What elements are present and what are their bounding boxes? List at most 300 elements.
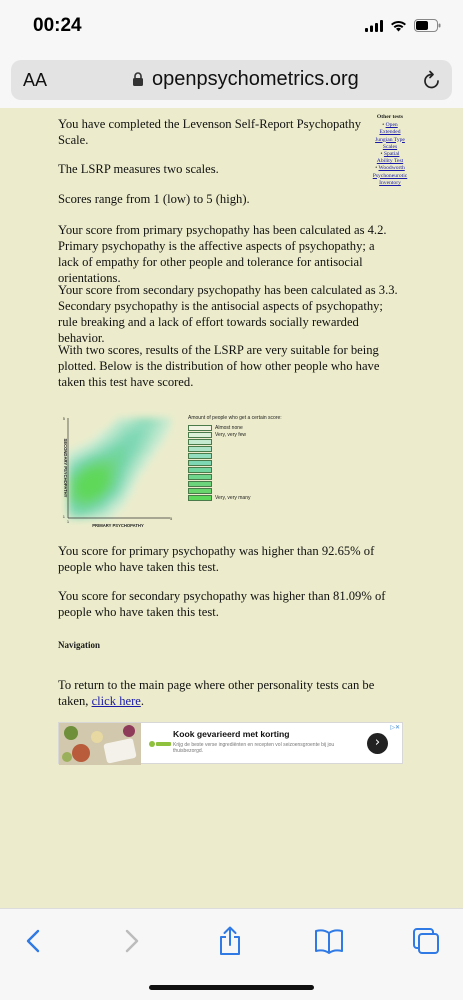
heatmap-cell bbox=[76, 466, 81, 471]
legend-row bbox=[188, 494, 328, 501]
heatmap-cell bbox=[158, 438, 163, 443]
heatmap-cell bbox=[88, 478, 93, 483]
book-icon bbox=[314, 928, 344, 954]
heatmap-cell bbox=[76, 482, 81, 487]
heatmap-cell bbox=[88, 466, 93, 471]
heatmap-cell bbox=[113, 454, 118, 459]
heatmap-cell bbox=[158, 422, 163, 427]
heatmap-cell bbox=[133, 422, 138, 427]
cellular-signal-icon bbox=[365, 20, 383, 32]
back-button[interactable] bbox=[17, 925, 49, 957]
heatmap-cell bbox=[158, 418, 163, 423]
heatmap-cell bbox=[133, 474, 138, 479]
heatmap-cell bbox=[88, 458, 93, 463]
legend-label: Very, very few bbox=[215, 431, 247, 438]
heatmap-cell bbox=[150, 454, 155, 459]
heatmap-cell bbox=[97, 446, 102, 451]
heatmap-cell bbox=[113, 442, 118, 447]
heatmap-cell bbox=[141, 430, 146, 435]
heatmap-cell bbox=[84, 478, 89, 483]
ad-description: Krijg de beste verse ingrediënten en recepten vol seizoensgroente bij jou thuisbezorgd. bbox=[173, 742, 335, 755]
heatmap-cell bbox=[117, 458, 122, 463]
heatmap-cell bbox=[97, 494, 102, 499]
heatmap-cell bbox=[154, 418, 159, 423]
heatmap-cell bbox=[84, 458, 89, 463]
heatmap-cell bbox=[117, 490, 122, 495]
heatmap-cell bbox=[80, 466, 85, 471]
legend-swatch bbox=[188, 488, 212, 494]
heatmap-cell bbox=[80, 490, 85, 495]
legend-title: Amount of people who get a certain score: bbox=[188, 415, 282, 421]
legend-row bbox=[188, 473, 328, 480]
heatmap-cell bbox=[101, 494, 106, 499]
heatmap-cell bbox=[117, 426, 122, 431]
sidebar-item-jungian[interactable]: • Open Extended Jungian Type Scales bbox=[375, 122, 405, 150]
heatmap-cell bbox=[133, 430, 138, 435]
heatmap-cell bbox=[166, 422, 171, 427]
heatmap-cell bbox=[109, 506, 114, 511]
heatmap-cell bbox=[80, 462, 85, 467]
heatmap-cell bbox=[76, 478, 81, 483]
heatmap-cell bbox=[137, 438, 142, 443]
heatmap-cell bbox=[121, 466, 126, 471]
heatmap-cell bbox=[113, 502, 118, 507]
heatmap-cell bbox=[88, 502, 93, 507]
heatmap-cell bbox=[121, 418, 126, 423]
heatmap-cell bbox=[88, 446, 93, 451]
two-scores-text: With two scores, results of the LSRP are very suitable for being plotted. Below is the distribution of how other people who have taken this test have scored. bbox=[58, 343, 380, 389]
heatmap-cell bbox=[129, 486, 134, 491]
heatmap-cell bbox=[125, 482, 130, 487]
secondary-score-text: Your score from secondary psychopathy has been calculated as 3.3. Secondary psychopathy is the antisocial aspects of psychopathy; rule breaking and a lack of effort towards socially rewarded behavior. bbox=[58, 283, 398, 345]
heatmap-cell bbox=[97, 466, 102, 471]
ad-go-arrow-icon[interactable]: › bbox=[367, 733, 388, 754]
battery-icon bbox=[414, 19, 441, 32]
heatmap-cell bbox=[88, 482, 93, 487]
heatmap-cell bbox=[84, 510, 89, 515]
heatmap-cell bbox=[80, 474, 85, 479]
heatmap-cell bbox=[121, 470, 126, 475]
heatmap-cell bbox=[117, 454, 122, 459]
heatmap-cell bbox=[113, 462, 118, 467]
tabs-icon bbox=[412, 927, 440, 955]
heatmap-cell bbox=[129, 490, 134, 495]
heatmap-cell bbox=[125, 450, 130, 455]
heatmap-cell bbox=[166, 418, 171, 423]
heatmap-cell bbox=[129, 430, 134, 435]
sidebar-link-jungian[interactable]: Open Extended Jungian Type Scales bbox=[375, 122, 405, 150]
heatmap-cell bbox=[113, 510, 118, 515]
sidebar-item-spatial[interactable]: • Spatial Ability Test bbox=[376, 151, 404, 165]
heatmap-cell bbox=[154, 438, 159, 443]
heatmap-cell bbox=[129, 442, 134, 447]
heatmap-cell bbox=[101, 470, 106, 475]
heatmap-cell bbox=[84, 462, 89, 467]
heatmap-cell bbox=[88, 490, 93, 495]
heatmap-cell bbox=[76, 498, 81, 503]
heatmap-cell bbox=[113, 426, 118, 431]
heatmap-cell bbox=[84, 490, 89, 495]
heatmap-cell bbox=[117, 430, 122, 435]
heatmap-cell bbox=[76, 502, 81, 507]
heatmap-cell bbox=[92, 510, 97, 515]
heatmap-cell bbox=[105, 446, 110, 451]
heatmap-cell bbox=[97, 434, 102, 439]
heatmap-cell bbox=[117, 438, 122, 443]
sidebar-link-spatial[interactable]: Spatial Ability Test bbox=[376, 151, 404, 165]
heatmap-cell bbox=[113, 446, 118, 451]
heatmap-cell bbox=[72, 510, 77, 515]
heatmap-cell bbox=[97, 510, 102, 515]
heatmap-cell bbox=[121, 494, 126, 499]
heatmap-cell bbox=[133, 462, 138, 467]
heatmap-cell bbox=[97, 474, 102, 479]
heatmap-cell bbox=[113, 430, 118, 435]
heatmap-cell bbox=[121, 426, 126, 431]
legend-swatch bbox=[188, 495, 212, 501]
reload-icon[interactable] bbox=[422, 69, 442, 91]
heatmap-cell bbox=[125, 470, 130, 475]
heatmap-cell bbox=[109, 482, 114, 487]
heatmap-cell bbox=[76, 470, 81, 475]
heatmap-cell bbox=[109, 494, 114, 499]
ad-title[interactable]: Kook gevarieerd met korting bbox=[173, 729, 290, 739]
heatmap-cell bbox=[76, 454, 81, 459]
ad-choices-icon[interactable]: ▷✕ bbox=[390, 725, 400, 731]
page-content bbox=[0, 108, 463, 908]
heatmap-cell bbox=[105, 506, 110, 511]
heatmap-cell bbox=[117, 450, 122, 455]
heatmap-cell bbox=[76, 462, 81, 467]
heatmap-cell bbox=[137, 446, 142, 451]
heatmap-cell bbox=[97, 486, 102, 491]
heatmap-cell bbox=[72, 450, 77, 455]
heatmap-cell bbox=[141, 422, 146, 427]
sidebar-link-woodworth[interactable]: Woodworth Psychoneurotic Inventory bbox=[372, 165, 408, 186]
heatmap-cell bbox=[109, 438, 114, 443]
heatmap-cell bbox=[125, 458, 130, 463]
heatmap-cell bbox=[133, 434, 138, 439]
heatmap-cell bbox=[80, 478, 85, 483]
heatmap-cell bbox=[92, 438, 97, 443]
heatmap-cell bbox=[109, 478, 114, 483]
heatmap-cell bbox=[150, 430, 155, 435]
heatmap-cell bbox=[125, 494, 130, 499]
heatmap-cell bbox=[88, 462, 93, 467]
heatmap-cell bbox=[113, 482, 118, 487]
heatmap-cell bbox=[72, 470, 77, 475]
heatmap-cell bbox=[150, 422, 155, 427]
heatmap-cell bbox=[101, 430, 106, 435]
heatmap-cell bbox=[133, 418, 138, 423]
lock-icon bbox=[132, 72, 144, 87]
heatmap-cell bbox=[137, 422, 142, 427]
heatmap-cell bbox=[97, 498, 102, 503]
forward-button[interactable] bbox=[116, 925, 148, 957]
heatmap-cell bbox=[141, 418, 146, 423]
heatmap-cell bbox=[92, 502, 97, 507]
heatmap-cell bbox=[125, 474, 130, 479]
heatmap-cell bbox=[133, 470, 138, 475]
heatmap-cell bbox=[109, 434, 114, 439]
heatmap-cell bbox=[125, 486, 130, 491]
heatmap-cell bbox=[137, 418, 142, 423]
sidebar-item-woodworth[interactable]: • Woodworth Psychoneurotic Inventory bbox=[372, 165, 408, 186]
heatmap-cell bbox=[88, 494, 93, 499]
heatmap-cell bbox=[146, 450, 151, 455]
status-bar bbox=[0, 0, 463, 56]
heatmap-cell bbox=[68, 510, 73, 515]
heatmap-cell bbox=[162, 434, 167, 439]
chart-legend bbox=[188, 415, 328, 501]
legend-row bbox=[188, 487, 328, 494]
heatmap-cell bbox=[105, 510, 110, 515]
heatmap-cell bbox=[88, 474, 93, 479]
heatmap-cell bbox=[117, 498, 122, 503]
heatmap-cell bbox=[101, 466, 106, 471]
heatmap-cell bbox=[117, 446, 122, 451]
heatmap-cell bbox=[125, 426, 130, 431]
heatmap-cell bbox=[84, 446, 89, 451]
heatmap-cell bbox=[137, 458, 142, 463]
heatmap-cell bbox=[150, 438, 155, 443]
heatmap-cell bbox=[113, 466, 118, 471]
heatmap-cell bbox=[72, 498, 77, 503]
heatmap-cell bbox=[137, 426, 142, 431]
legend-label: Almost none bbox=[215, 424, 243, 431]
heatmap-cell bbox=[97, 454, 102, 459]
heatmap-cell bbox=[80, 506, 85, 511]
heatmap-cell bbox=[92, 498, 97, 503]
legend-row bbox=[188, 445, 328, 452]
heatmap-cell bbox=[121, 478, 126, 483]
heatmap-cell bbox=[105, 502, 110, 507]
browser-address-area bbox=[0, 56, 463, 108]
heatmap-cell bbox=[113, 438, 118, 443]
heatmap-cell bbox=[150, 426, 155, 431]
heatmap-cell bbox=[146, 454, 151, 459]
heatmap-cell bbox=[125, 446, 130, 451]
heatmap-cell bbox=[121, 438, 126, 443]
heatmap-cell bbox=[158, 430, 163, 435]
heatmap-cell bbox=[88, 442, 93, 447]
heatmap-cell bbox=[113, 490, 118, 495]
heatmap-cell bbox=[146, 418, 151, 423]
heatmap-cell bbox=[154, 422, 159, 427]
heatmap-cell bbox=[125, 434, 130, 439]
heatmap-cell bbox=[76, 474, 81, 479]
heatmap-cell bbox=[162, 430, 167, 435]
heatmap-cell bbox=[109, 462, 114, 467]
heatmap-cell bbox=[97, 502, 102, 507]
heatmap-cell bbox=[141, 434, 146, 439]
heatmap-cell bbox=[141, 454, 146, 459]
heatmap-cell bbox=[101, 502, 106, 507]
heatmap-cell bbox=[113, 450, 118, 455]
heatmap-cell bbox=[121, 458, 126, 463]
legend-row bbox=[188, 431, 328, 438]
heatmap-cell bbox=[137, 430, 142, 435]
primary-percentile-text: You score for primary psychopathy was higher than 92.65% of people who have taken this test. bbox=[58, 544, 375, 574]
heatmap-cell bbox=[154, 426, 159, 431]
heatmap-cell bbox=[92, 450, 97, 455]
tabs-button[interactable] bbox=[410, 925, 442, 957]
heatmap-cell bbox=[109, 466, 114, 471]
heatmap-cell bbox=[129, 478, 134, 483]
other-tests-heading: Other tests bbox=[376, 114, 404, 120]
heatmap-cell bbox=[121, 502, 126, 507]
heatmap-cell bbox=[109, 430, 114, 435]
heatmap-cell bbox=[72, 454, 77, 459]
heatmap-cell bbox=[109, 426, 114, 431]
heatmap-cell bbox=[133, 466, 138, 471]
heatmap-cell bbox=[105, 486, 110, 491]
heatmap-cell bbox=[113, 422, 118, 427]
share-button[interactable] bbox=[214, 925, 246, 957]
primary-score-text: Your score from primary psychopathy has been calculated as 4.2. Primary psychopathy is the affective aspects of psychopathy; a lack of empathy for other people and tolerance for antisocial orientations. bbox=[58, 223, 387, 285]
heatmap-cell bbox=[92, 506, 97, 511]
heatmap-cell bbox=[92, 454, 97, 459]
heatmap-cell bbox=[72, 474, 77, 479]
heatmap-cell bbox=[129, 454, 134, 459]
heatmap-cell bbox=[121, 462, 126, 467]
heatmap-cell bbox=[68, 502, 73, 507]
heatmap-cell bbox=[84, 466, 89, 471]
heatmap-cell bbox=[109, 458, 114, 463]
heatmap-cell bbox=[125, 478, 130, 483]
heatmap-cell bbox=[113, 506, 118, 511]
heatmap-cell bbox=[121, 442, 126, 447]
heatmap-cell bbox=[105, 470, 110, 475]
heatmap-cell bbox=[101, 446, 106, 451]
heatmap-cell bbox=[137, 434, 142, 439]
heatmap-cell bbox=[105, 458, 110, 463]
heatmap-cell bbox=[129, 426, 134, 431]
heatmap-cell bbox=[129, 470, 134, 475]
advertisement-banner[interactable] bbox=[58, 722, 403, 764]
heatmap-cell bbox=[146, 446, 151, 451]
heatmap-cell bbox=[101, 434, 106, 439]
legend-row bbox=[188, 480, 328, 487]
heatmap-cell bbox=[101, 454, 106, 459]
heatmap-cell bbox=[92, 458, 97, 463]
heatmap-cell bbox=[72, 462, 77, 467]
home-indicator bbox=[149, 985, 314, 990]
heatmap-cell bbox=[105, 430, 110, 435]
return-main-page-link[interactable]: click here bbox=[91, 694, 141, 708]
heatmap-cell bbox=[97, 442, 102, 447]
heatmap-cell bbox=[72, 502, 77, 507]
heatmap-cell bbox=[129, 450, 134, 455]
heatmap-cell bbox=[129, 418, 134, 423]
heatmap-cell bbox=[117, 482, 122, 487]
heatmap-cell bbox=[133, 478, 138, 483]
heatmap-cell bbox=[92, 446, 97, 451]
url-domain[interactable]: openpsychometrics.org bbox=[152, 68, 359, 90]
heatmap-cell bbox=[129, 482, 134, 487]
heatmap-cell bbox=[105, 466, 110, 471]
legend-swatch bbox=[188, 439, 212, 445]
heatmap-cell bbox=[125, 462, 130, 467]
heatmap-cell bbox=[105, 454, 110, 459]
ad-brand-logo bbox=[149, 740, 171, 750]
heatmap-cell bbox=[150, 442, 155, 447]
heatmap-cell bbox=[80, 450, 85, 455]
legend-label: Very, very many bbox=[215, 494, 251, 501]
heatmap-cell bbox=[101, 474, 106, 479]
score-distribution-chart bbox=[58, 408, 188, 532]
heatmap-cell bbox=[80, 458, 85, 463]
heatmap-cell bbox=[141, 462, 146, 467]
heatmap-cell bbox=[141, 426, 146, 431]
wifi-icon bbox=[390, 20, 407, 32]
forward-arrow-icon bbox=[125, 929, 139, 953]
legend-swatch bbox=[188, 481, 212, 487]
heatmap-cell bbox=[121, 454, 126, 459]
heatmap-cell bbox=[146, 426, 151, 431]
heatmap-cell bbox=[121, 482, 126, 487]
heatmap-cell bbox=[109, 510, 114, 515]
heatmap-cell bbox=[117, 494, 122, 499]
heatmap-cell bbox=[109, 454, 114, 459]
heatmap-cell bbox=[101, 486, 106, 491]
heatmap-cell bbox=[76, 506, 81, 511]
heatmap-cell bbox=[105, 442, 110, 447]
heatmap-cell bbox=[121, 474, 126, 479]
heatmap-cell bbox=[92, 486, 97, 491]
heatmap-cell bbox=[133, 446, 138, 451]
heatmap-cell bbox=[80, 486, 85, 491]
return-text: To return to the main page where other personality tests can be taken, bbox=[58, 678, 375, 708]
heatmap-cell bbox=[68, 498, 73, 503]
heatmap-cell bbox=[154, 442, 159, 447]
heatmap-cell bbox=[117, 462, 122, 467]
heatmap-cell bbox=[88, 486, 93, 491]
heatmap-cell bbox=[92, 442, 97, 447]
heatmap-cell bbox=[113, 494, 118, 499]
address-bar[interactable] bbox=[11, 60, 452, 100]
heatmap-cell bbox=[92, 478, 97, 483]
heatmap-cell bbox=[146, 422, 151, 427]
heatmap-cell bbox=[146, 458, 151, 463]
heatmap-cell bbox=[72, 478, 77, 483]
heatmap-cell bbox=[137, 454, 142, 459]
heatmap-cell bbox=[72, 458, 77, 463]
legend-swatch bbox=[188, 446, 212, 452]
heatmap-cell bbox=[88, 450, 93, 455]
heatmap-cell bbox=[117, 486, 122, 491]
heatmap-cell bbox=[113, 498, 118, 503]
heatmap-cell bbox=[141, 442, 146, 447]
secondary-percentile-text: You score for secondary psychopathy was higher than 81.09% of people who have taken this test. bbox=[58, 589, 386, 619]
legend-row bbox=[188, 438, 328, 445]
heatmap-cell bbox=[76, 458, 81, 463]
legend-swatch bbox=[188, 453, 212, 459]
legend-swatch bbox=[188, 432, 212, 438]
heatmap-cell bbox=[88, 454, 93, 459]
heatmap-cell bbox=[92, 482, 97, 487]
heatmap-cell bbox=[101, 450, 106, 455]
heatmap-cell bbox=[97, 462, 102, 467]
bookmarks-button[interactable] bbox=[313, 925, 345, 957]
heatmap-cell bbox=[141, 438, 146, 443]
heatmap-cell bbox=[80, 482, 85, 487]
heatmap-cell bbox=[97, 438, 102, 443]
share-icon bbox=[218, 926, 242, 956]
text-size-button[interactable]: AA bbox=[23, 70, 48, 90]
heatmap-cell bbox=[109, 474, 114, 479]
heatmap-cell bbox=[101, 498, 106, 503]
